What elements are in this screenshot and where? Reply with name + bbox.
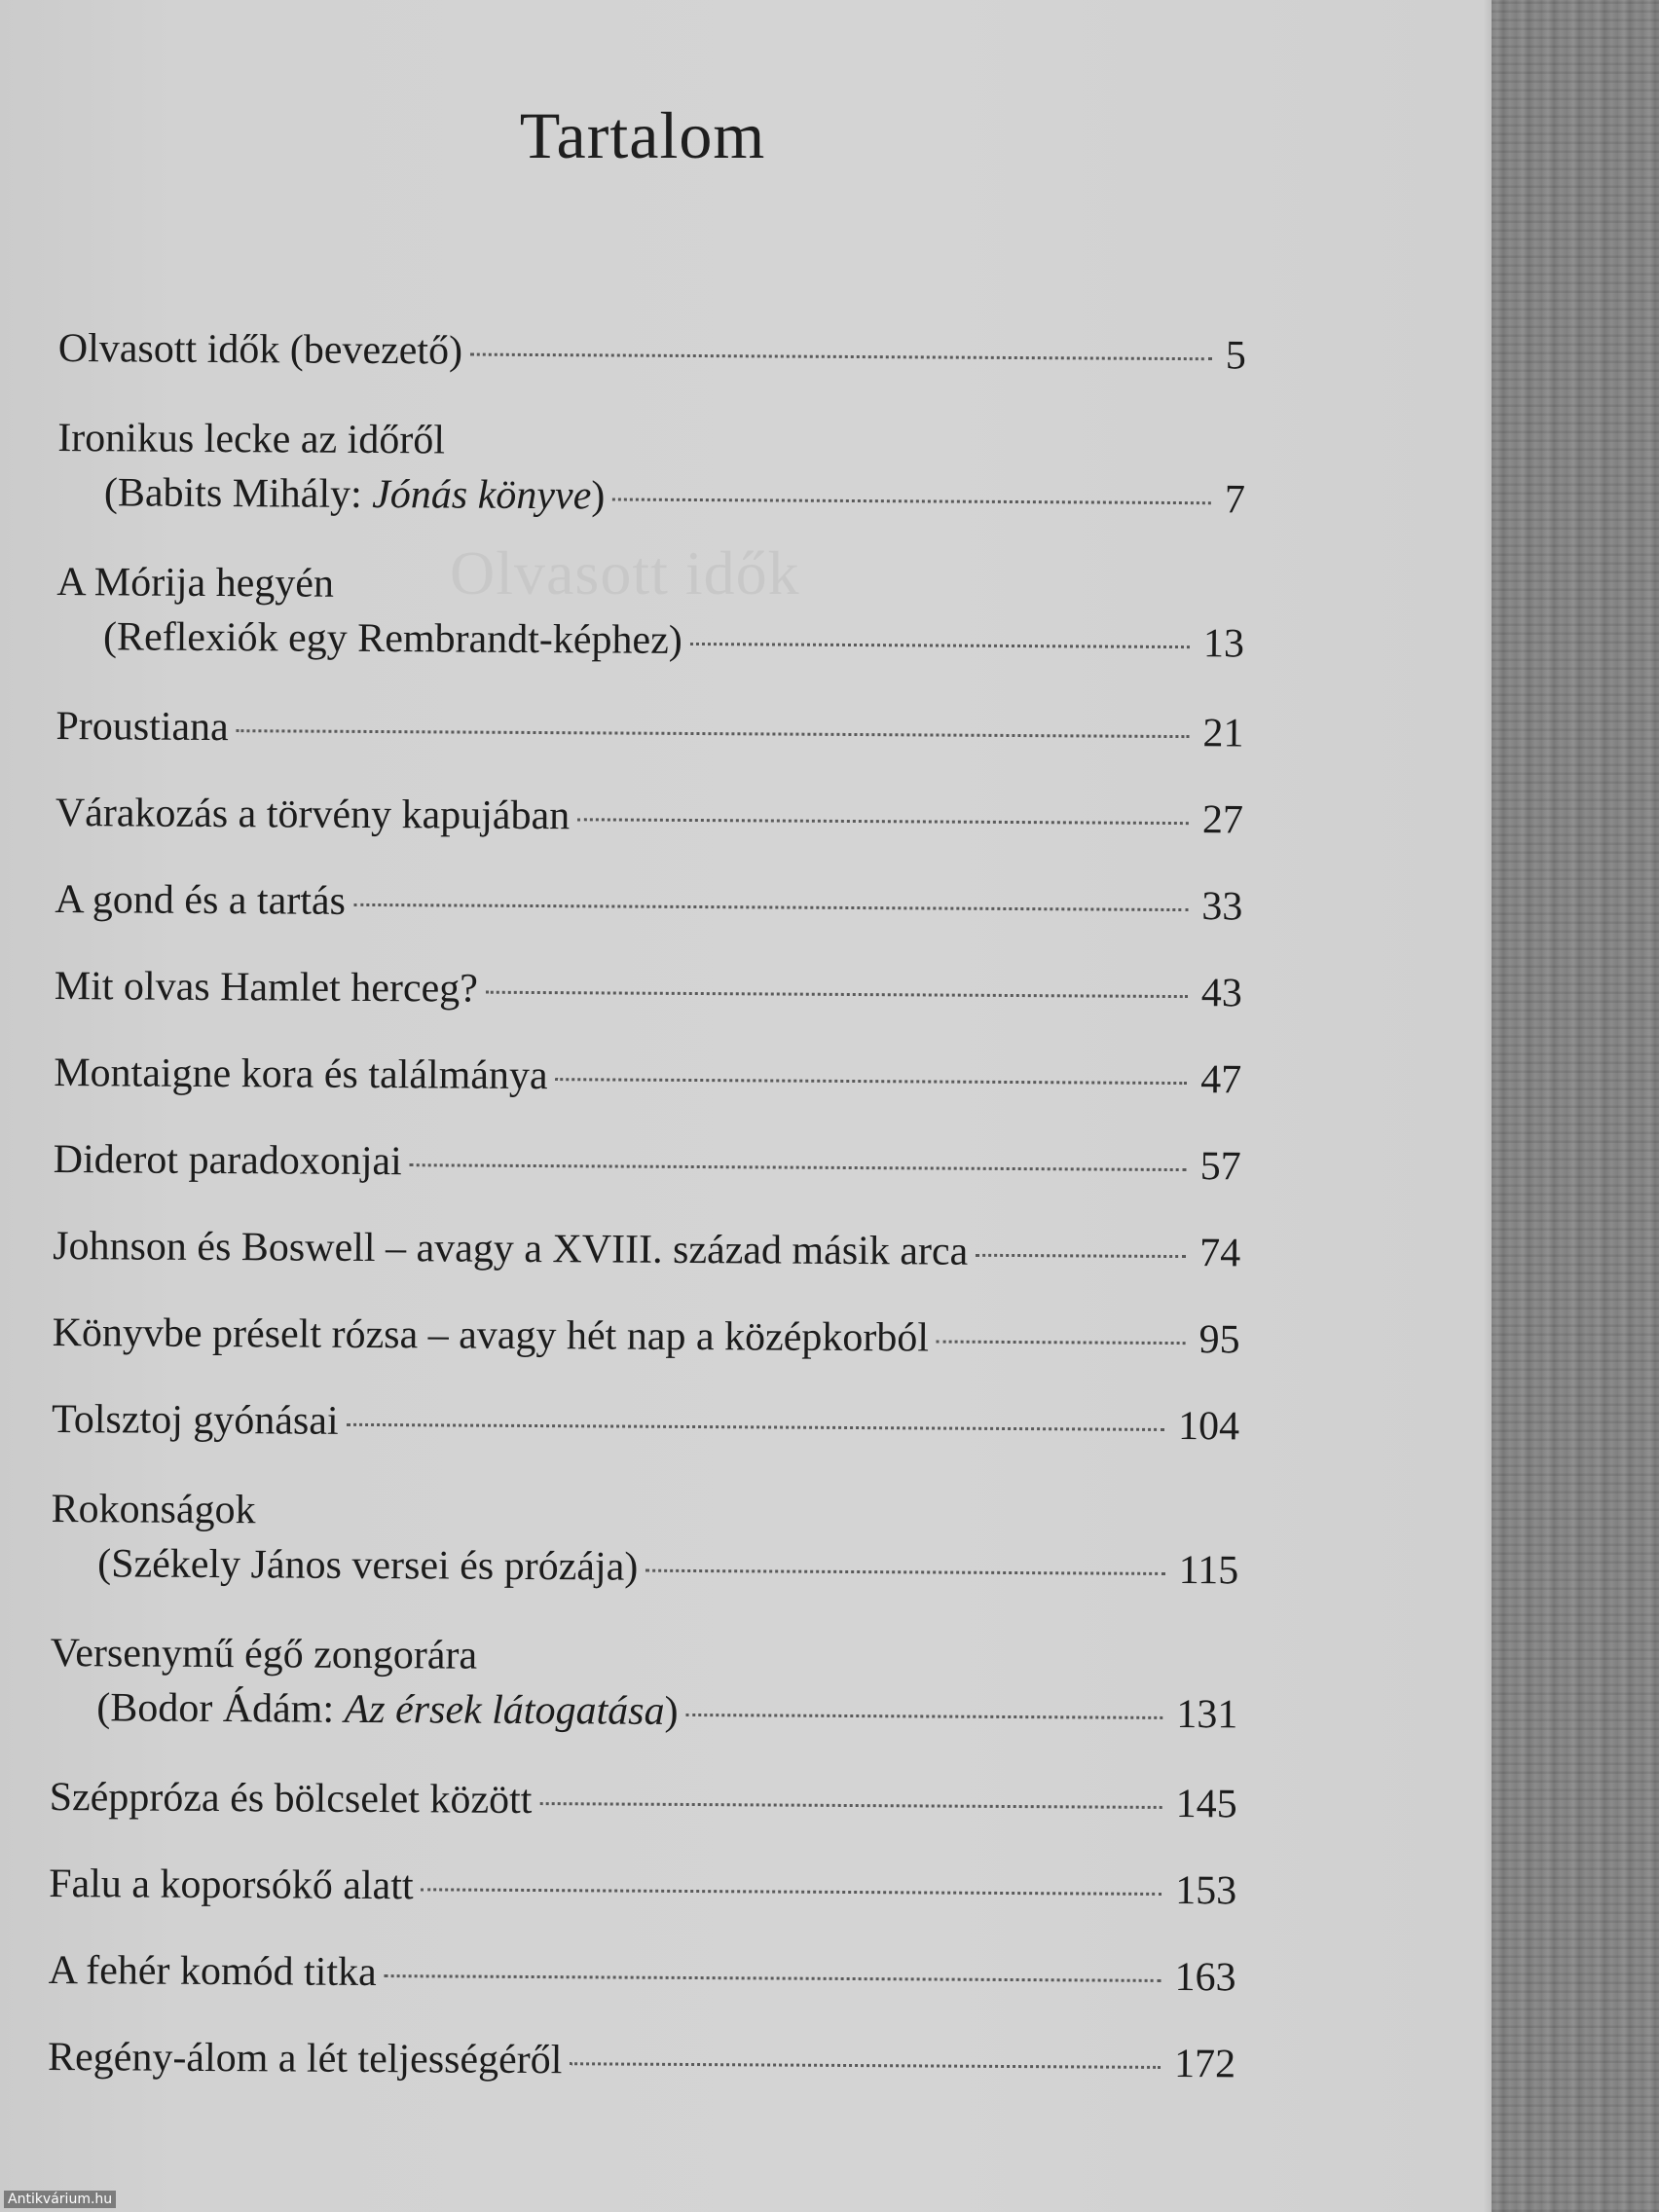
toc-entry — [53, 1219, 1240, 1280]
dot-leader — [577, 818, 1189, 825]
toc-entry — [58, 321, 1246, 383]
subtitle-suffix: ) — [591, 473, 606, 519]
toc-entry-subtitle — [104, 465, 606, 523]
toc-entry-row — [55, 959, 1242, 1020]
toc-entry — [50, 1626, 1238, 1742]
toc-page-number: 13 — [1202, 621, 1245, 667]
dot-leader — [686, 1714, 1163, 1719]
toc-entry — [55, 872, 1242, 934]
toc-entry — [56, 555, 1245, 671]
dot-leader — [690, 643, 1190, 648]
toc-entry — [55, 699, 1243, 760]
toc-entry-subtitle — [96, 1680, 679, 1739]
toc-page-number: 33 — [1201, 884, 1243, 930]
toc-entry-title: Könyvbe préselt rózsa – avagy hét nap a középkorból — [52, 1309, 930, 1361]
toc-entry-row — [52, 1392, 1239, 1454]
dot-leader — [486, 991, 1188, 998]
dot-leader — [570, 2062, 1161, 2069]
toc-entry — [55, 786, 1243, 847]
toc-entry-title: Proustiana — [55, 703, 229, 751]
toc-entry-title: Olvasott idők (bevezető) — [57, 325, 463, 374]
toc-entry-row — [50, 1680, 1237, 1742]
toc-entry-row — [54, 1046, 1241, 1107]
toc-entry-title: Montaigne kora és találmánya — [54, 1050, 548, 1099]
subtitle-prefix: (Bodor Ádám: — [96, 1685, 345, 1732]
subtitle-italic: Jónás könyve — [372, 471, 592, 519]
dot-leader — [645, 1569, 1164, 1575]
subtitle-prefix: (Babits Mihály: — [103, 470, 373, 517]
toc-page-number: 27 — [1201, 797, 1244, 843]
toc-entry-row — [52, 1306, 1239, 1367]
dot-leader — [347, 1423, 1164, 1431]
dot-leader — [385, 1974, 1161, 1982]
toc-entry-row — [57, 465, 1245, 527]
subtitle-prefix: (Reflexiók egy Rembrandt-képhez) — [102, 614, 682, 663]
dot-leader — [410, 1163, 1187, 1171]
toc-entry-title: Mit olvas Hamlet herceg? — [54, 963, 478, 1012]
toc-entry-row — [58, 321, 1246, 383]
toc-entry-title: Johnson és Boswell – avagy a XVIII. század másik arca — [53, 1223, 969, 1274]
dot-leader — [937, 1341, 1186, 1346]
toc-entry-row — [54, 1132, 1241, 1194]
dot-leader — [422, 1888, 1162, 1896]
toc-page-number: 163 — [1174, 1955, 1236, 2001]
toc-entry — [52, 1392, 1239, 1454]
toc-entry — [49, 1857, 1236, 1918]
toc-page-number: 57 — [1199, 1144, 1241, 1190]
toc-entry-row — [48, 1943, 1235, 2005]
toc-entry — [54, 1132, 1241, 1194]
toc-entry-row — [55, 872, 1242, 934]
toc-entry-subtitle — [103, 609, 682, 668]
subtitle-suffix: ) — [664, 1688, 679, 1734]
toc-page-number: 74 — [1199, 1231, 1241, 1276]
toc-page-number: 21 — [1202, 711, 1244, 756]
toc-entry-title: A gond és a tartás — [55, 876, 347, 924]
toc-page-number: 47 — [1200, 1057, 1242, 1103]
toc-page-number: 95 — [1198, 1317, 1240, 1363]
dot-leader — [976, 1254, 1186, 1258]
dot-leader — [539, 1802, 1161, 1809]
toc-page-number: 7 — [1224, 477, 1246, 523]
toc-entry-row — [56, 609, 1244, 671]
toc-entry — [57, 411, 1246, 527]
toc-entry — [50, 1770, 1237, 1831]
toc-page-number: 43 — [1200, 971, 1242, 1016]
watermark: Antikvárium.hu — [4, 2191, 116, 2208]
toc-page-number: 131 — [1176, 1692, 1238, 1738]
toc-entry-row — [55, 786, 1243, 847]
toc-page-number: 145 — [1175, 1782, 1237, 1827]
dot-leader — [237, 729, 1190, 738]
toc-entry-title: Diderot paradoxonjai — [53, 1136, 402, 1185]
toc-entry-title: Rokonságok — [51, 1486, 256, 1533]
dot-leader — [470, 353, 1212, 361]
dot-leader — [353, 903, 1188, 911]
toc-entry-title: Versenymű égő zongorára — [50, 1630, 478, 1678]
toc-entry-row — [55, 699, 1243, 760]
toc-entry-title: Széppróza és bölcselet között — [49, 1774, 533, 1823]
bleed-through-text: Olvasott idők — [450, 538, 800, 608]
toc-entry-title: A fehér komód titka — [48, 1947, 377, 1996]
toc-page-number: 5 — [1225, 333, 1246, 379]
toc-entry-subtitle — [97, 1536, 638, 1594]
toc-entry-row — [51, 1536, 1238, 1598]
page-title: Tartalom — [519, 98, 766, 172]
toc-entry — [54, 1046, 1241, 1107]
book-spine — [1492, 0, 1659, 2212]
toc-entry — [52, 1306, 1239, 1367]
toc-page-number: 104 — [1177, 1404, 1240, 1450]
toc-entry — [48, 1943, 1235, 2005]
toc-entry-title: Várakozás a törvény kapujában — [55, 790, 571, 839]
dot-leader — [612, 498, 1211, 504]
toc-entry-row — [53, 1219, 1240, 1280]
toc-entry-title: A Mórija hegyén — [56, 559, 335, 607]
toc-entry-row — [49, 1857, 1236, 1918]
toc-page-number: 115 — [1178, 1548, 1239, 1594]
toc-entry — [51, 1482, 1239, 1598]
subtitle-prefix: (Székely János versei és prózája) — [97, 1541, 639, 1590]
toc-entry — [55, 959, 1242, 1020]
toc-entry-row — [50, 1770, 1237, 1831]
toc-entry-title: Regény-álom a lét teljességéről — [47, 2034, 563, 2083]
toc-entry-title: Falu a koporsókő alatt — [49, 1861, 414, 1909]
dot-leader — [556, 1078, 1188, 1085]
table-of-contents — [48, 321, 1246, 2091]
toc-entry — [48, 2030, 1235, 2091]
toc-entry-row — [48, 2030, 1235, 2091]
toc-entry-title: Tolsztoj gyónásai — [51, 1396, 339, 1444]
toc-page-number: 172 — [1173, 2042, 1236, 2087]
toc-entry-title: Ironikus lecke az időről — [57, 415, 446, 463]
toc-page-number: 153 — [1175, 1868, 1237, 1914]
subtitle-italic: Az érsek látogatása — [344, 1686, 665, 1734]
